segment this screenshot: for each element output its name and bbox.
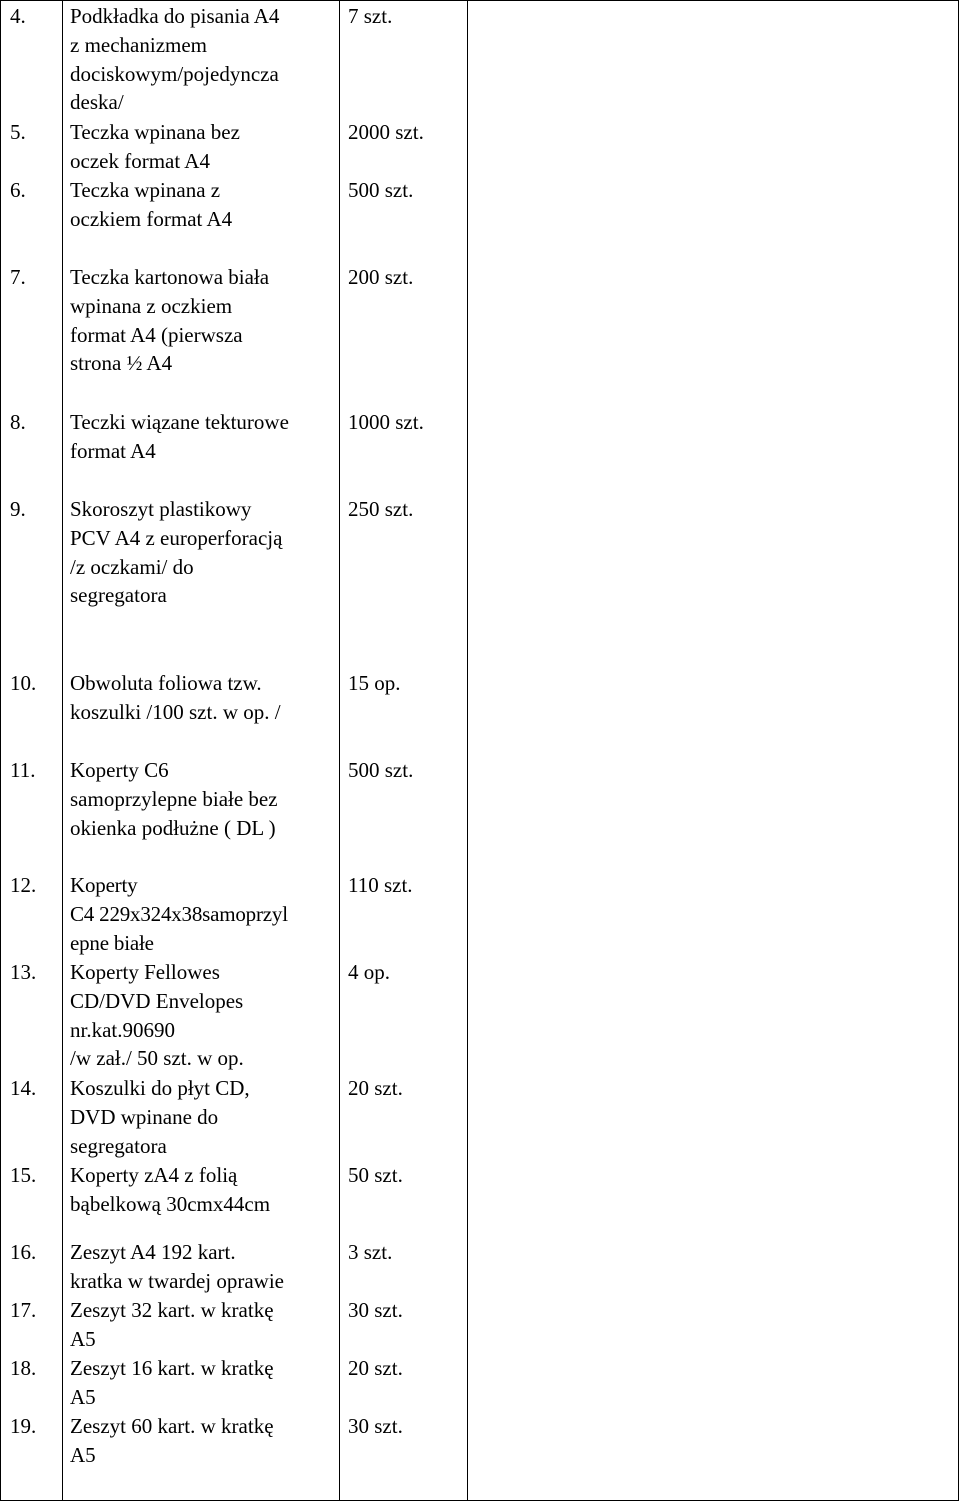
- item-description: Koszulki do płyt CD, DVD wpinane do segregatora: [70, 1076, 250, 1158]
- item-number: 11.: [10, 758, 36, 782]
- item-description: Zeszyt 32 kart. w kratkę A5: [70, 1298, 274, 1351]
- item-number: 15.: [10, 1163, 37, 1187]
- item-quantity: 1000 szt.: [348, 410, 424, 434]
- item-number: 14.: [10, 1076, 37, 1100]
- item-number: 18.: [10, 1356, 37, 1380]
- item-quantity: 200 szt.: [348, 265, 414, 289]
- item-quantity: 2000 szt.: [348, 120, 424, 144]
- item-quantity: 20 szt.: [348, 1356, 403, 1380]
- item-number: 12.: [10, 873, 37, 897]
- item-description: Koperty C6 samoprzylepne białe bez okienka podłużne ( DL ): [70, 758, 278, 840]
- item-number: 7.: [10, 265, 26, 289]
- item-description: Koperty Fellowes CD/DVD Envelopes nr.kat.90690 /w zał./ 50 szt. w op.: [70, 960, 244, 1071]
- column-divider-quantity: [467, 0, 468, 1501]
- item-description: Zeszyt A4 192 kart. kratka w twardej oprawie: [70, 1240, 284, 1293]
- item-description: Zeszyt 16 kart. w kratkę A5: [70, 1356, 274, 1409]
- item-quantity: 110 szt.: [348, 873, 413, 897]
- item-description: Zeszyt 60 kart. w kratkę A5: [70, 1414, 274, 1467]
- item-description: Teczka wpinana z oczkiem format A4: [70, 178, 233, 231]
- item-quantity: 7 szt.: [348, 4, 393, 28]
- item-number: 19.: [10, 1414, 37, 1438]
- item-description: Podkładka do pisania A4 z mechanizmem dociskowym/pojedyncza deska/: [70, 4, 280, 115]
- item-quantity: 500 szt.: [348, 758, 414, 782]
- table-border-top: [0, 0, 958, 1]
- item-description: Skoroszyt plastikowy PCV A4 z europerforacją /z oczkami/ do segregatora: [70, 497, 283, 608]
- item-number: 17.: [10, 1298, 37, 1322]
- item-quantity: 15 op.: [348, 671, 401, 695]
- item-number: 16.: [10, 1240, 37, 1264]
- item-number: 13.: [10, 960, 37, 984]
- column-divider-number: [62, 0, 63, 1501]
- item-number: 5.: [10, 120, 26, 144]
- item-quantity: 50 szt.: [348, 1163, 403, 1187]
- item-number: 4.: [10, 4, 26, 28]
- item-number: 9.: [10, 497, 26, 521]
- item-quantity: 4 op.: [348, 960, 390, 984]
- item-quantity: 3 szt.: [348, 1240, 393, 1264]
- item-number: 8.: [10, 410, 26, 434]
- table-border-bottom: [0, 1500, 958, 1501]
- item-quantity: 20 szt.: [348, 1076, 403, 1100]
- item-description: Teczka wpinana bez oczek format A4: [70, 120, 240, 173]
- item-quantity: 30 szt.: [348, 1298, 403, 1322]
- table-border-left: [0, 0, 1, 1501]
- item-quantity: 500 szt.: [348, 178, 414, 202]
- item-description: Koperty zA4 z folią bąbelkową 30cmx44cm: [70, 1163, 271, 1216]
- table-border-right: [958, 0, 959, 1501]
- item-description: Teczki wiązane tekturowe format A4: [70, 410, 289, 463]
- item-quantity: 30 szt.: [348, 1414, 403, 1438]
- item-number: 6.: [10, 178, 26, 202]
- item-description: Obwoluta foliowa tzw. koszulki /100 szt. w op. /: [70, 671, 281, 724]
- item-quantity: 250 szt.: [348, 497, 414, 521]
- item-description: Teczka kartonowa biała wpinana z oczkiem format A4 (pierwsza strona ½ A4: [70, 265, 270, 376]
- item-description: Koperty C4 229x324x38samoprzyl epne białe: [70, 873, 288, 955]
- item-number: 10.: [10, 671, 37, 695]
